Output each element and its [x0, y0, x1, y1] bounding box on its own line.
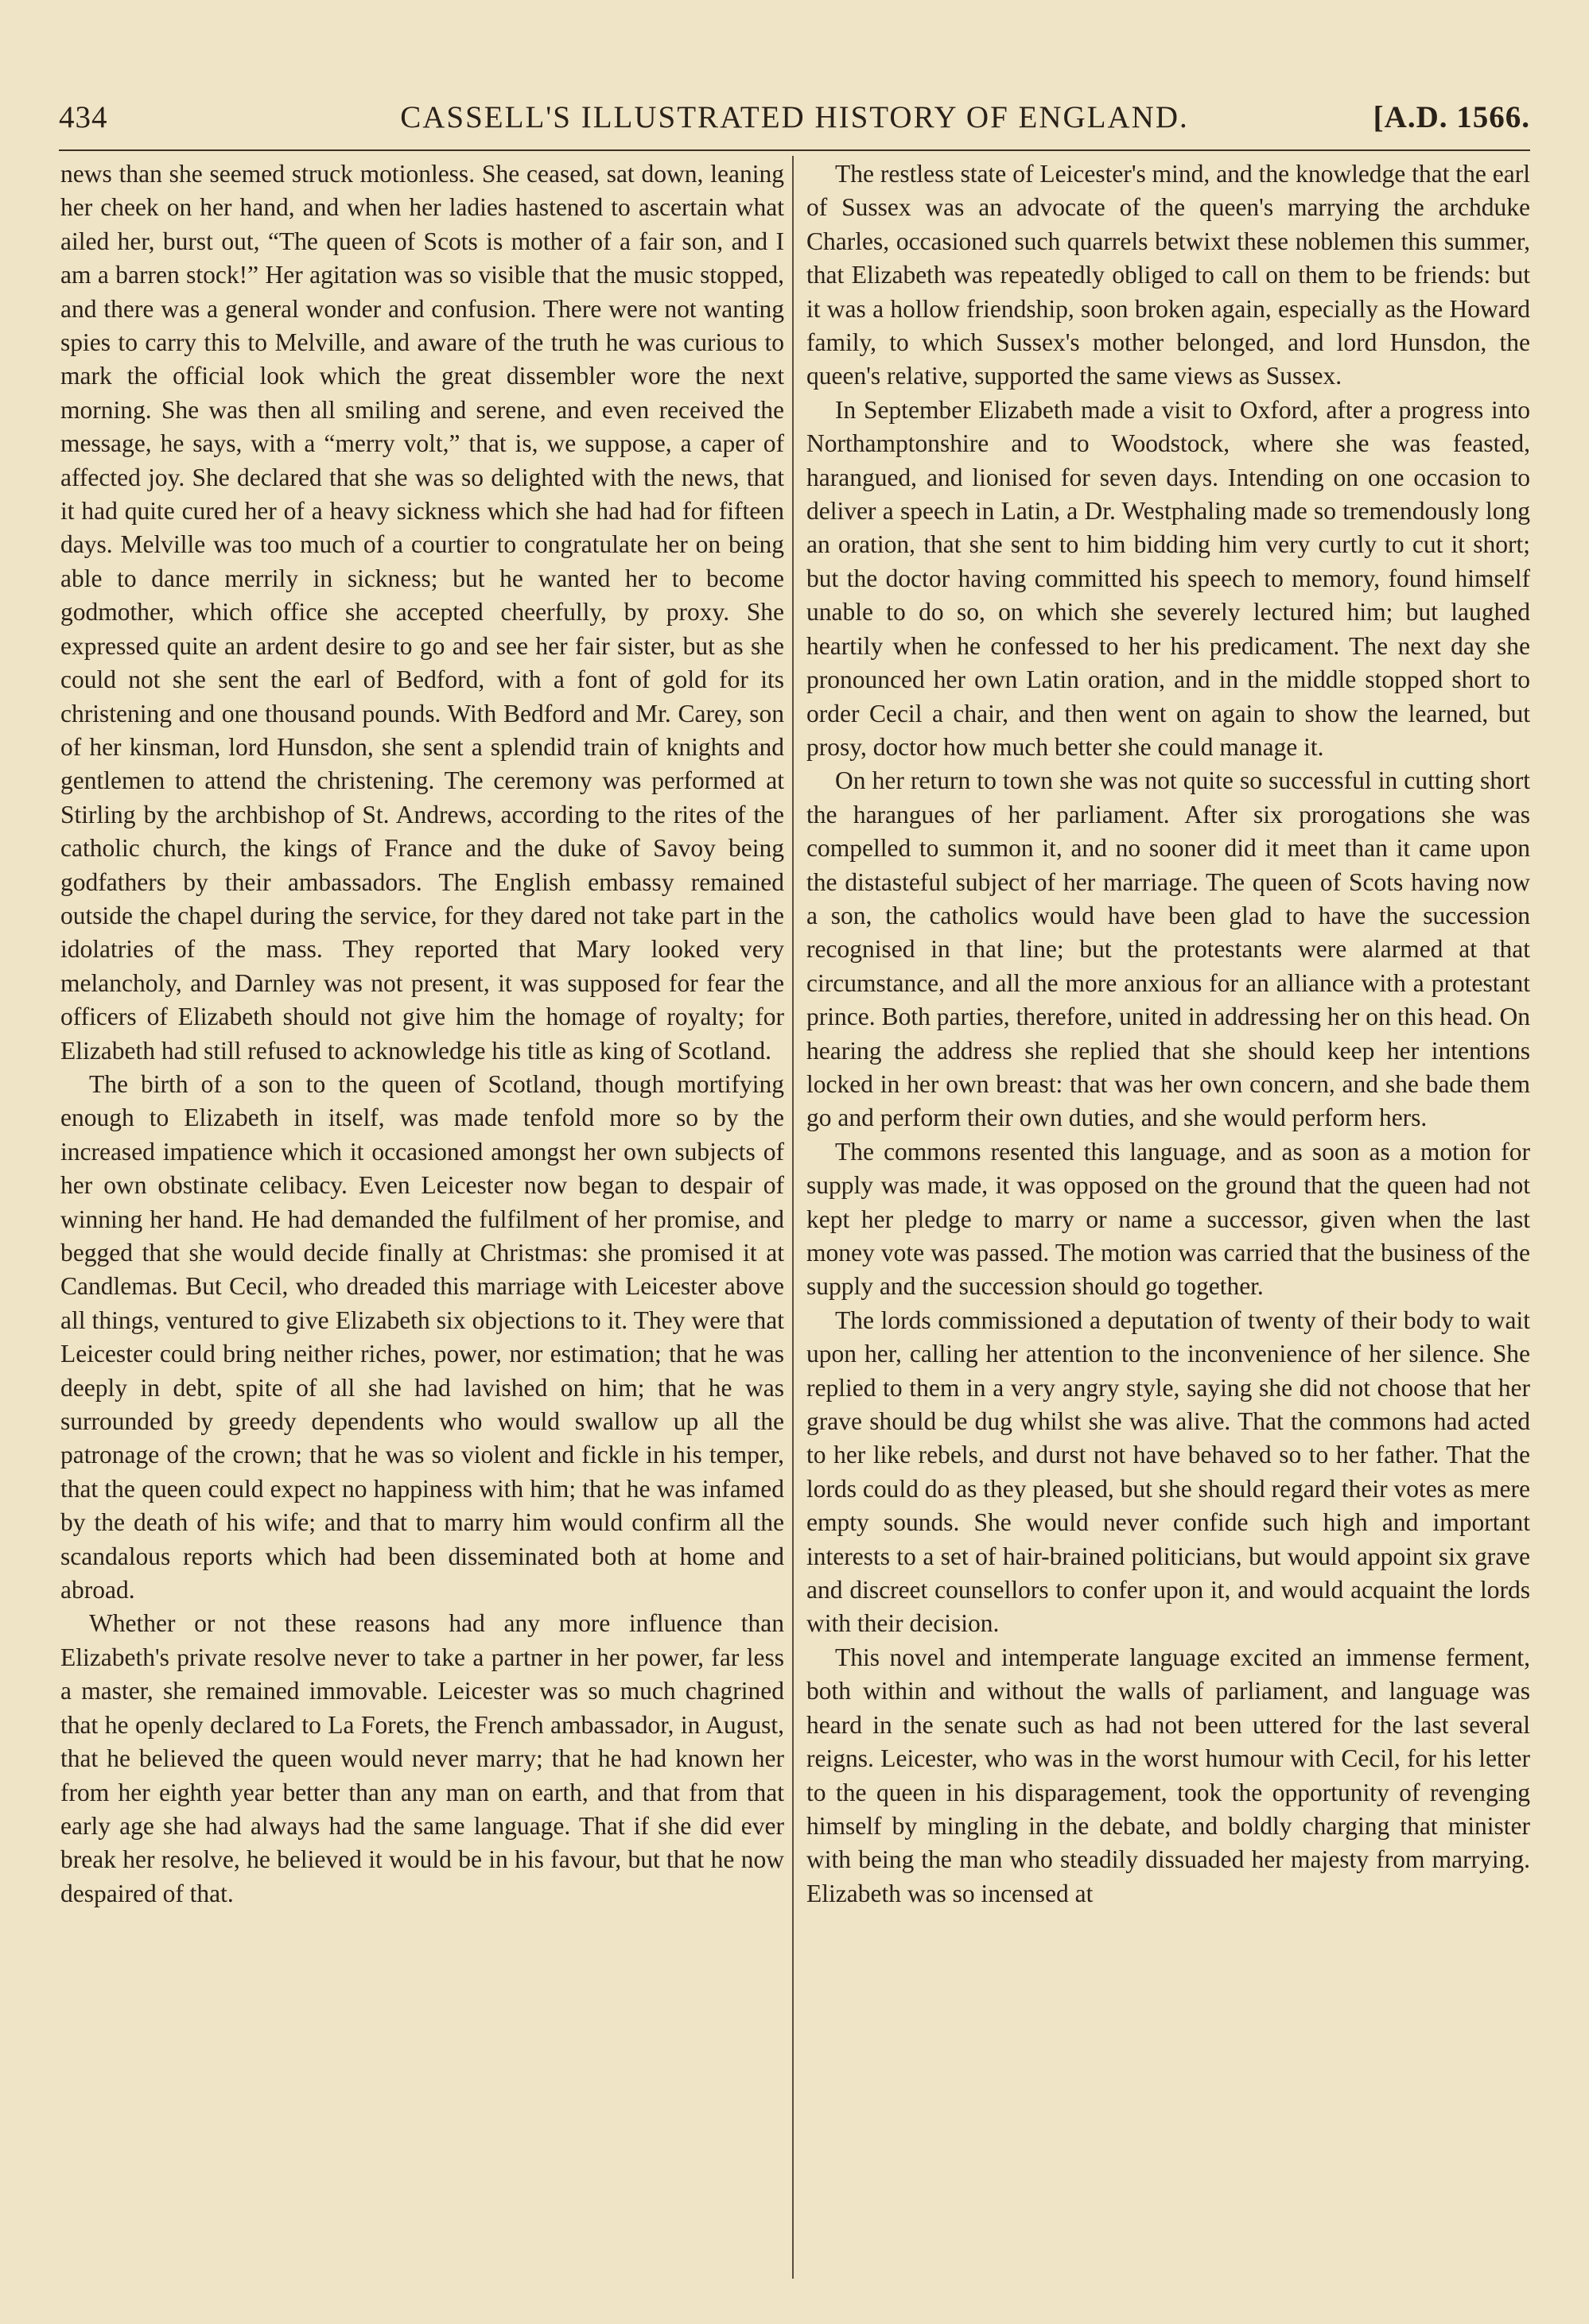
right-column [806, 157, 1530, 2272]
right-paragraph-6: This novel and intemperate language excited an immense ferment, both within and without the walls of parliament, and language was heard in the senate such as had not been uttered for the last several reigns. Leicester, who was in the worst humour with Cecil, for his letter to the queen in his disparagement, took the opportunity of revenging himself by mingling in the debate, and boldly charging that minister with being the man who steadily dissuaded her majesty from marrying. Elizabeth was so incensed at [806, 1643, 1530, 1907]
header-rule [59, 149, 1530, 151]
left-paragraph-2: The birth of a son to the queen of Scotland, though mortifying enough to Elizabeth in itself, was made tenfold more so by the increased impatience which it occasioned amongst her own subjects of her own obstinate celibacy. Even Leicester now began to despair of winning her hand. He had demanded the fulfilment of her promise, and begged that she would decide finally at Christmas: she promised it at Candlemas. But Cecil, who dreaded this marriage with Leicester above all things, ventured to give Elizabeth six objections to it. They were that Leicester could bring neither riches, power, nor estimation; that he was deeply in debt, spite of all she had lavished on him; that he was surrounded by greedy dependents who would swallow up all the patronage of the crown; that he was so violent and fickle in his temper, that the queen could expect no happiness with him; that he was infamed by the death of his wife; and that to marry him would confirm all the scandalous reports which had been disseminated both at home and abroad. [60, 1069, 784, 1604]
running-title: CASSELL'S ILLUSTRATED HISTORY OF ENGLAND. [400, 100, 1189, 134]
page-header [59, 94, 1530, 142]
right-paragraph-1: The restless state of Leicester's mind, and the knowledge that the earl of Sussex was an advocate of the queen's marrying the archduke Charles, occasioned such quarrels betwixt these noblemen this summer, that Elizabeth was repeatedly obliged to call on them to be friends: but it was a hollow friendship, soon broken again, especially as the Howard family, to which Sussex's mother belonged, and lord Hunsdon, the queen's relative, supported the same views as Sussex. [806, 160, 1530, 390]
right-paragraph-3: On her return to town she was not quite so successful in cutting short the harangues of her parliament. After six prorogations she was compelled to summon it, and no sooner did it meet than it came upon the distasteful subject of her marriage. The queen of Scots having now a son, the catholics would have been glad to have the succession recognised in that line; but the protestants were alarmed at that circumstance, and all the more anxious for an alliance with a protestant prince. Both parties, therefore, united in addressing her on this head. On hearing the address she replied that she should keep her intentions locked in her own breast: that was her own concern, and she bade them go and perform their own duties, and she would perform hers. [806, 766, 1530, 1132]
right-paragraph-2: In September Elizabeth made a visit to Oxford, after a progress into Northamptonshire and to Woodstock, where she was feasted, harangued, and lionised for seven days. Intending on one occasion to deliver a speech in Latin, a Dr. Westphaling made so tremendously long an oration, that she sent to him bidding him very curtly to cut it short; but the doctor having committed his speech to memory, found himself unable to do so, on which she severely lectured him; but laughed heartily when he confessed to her his predicament. The next day she pronounced her own Latin oration, and in the middle stopped short to order Cecil a chair, and then went on again to show the learned, but prosy, doctor how much better she could manage it. [806, 395, 1530, 761]
left-paragraph-3: Whether or not these reasons had any more influence than Elizabeth's private resolve never to take a partner in her power, far less a master, she remained immovable. Leicester was so much chagrined that he openly declared to La Forets, the French ambassador, in August, that he believed the queen would never marry; that he had known her from her eighth year better than any man on earth, and that from that early age she had always had the same language. That if she did ever break her resolve, he believed it would be in his favour, but that he now despaired of that. [60, 1609, 784, 1907]
column-divider [792, 156, 794, 2279]
page-number: 434 [59, 100, 108, 134]
left-column [60, 157, 784, 2272]
date-mark: [A.D. 1566. [1373, 100, 1530, 134]
right-paragraph-4: The commons resented this language, and as soon as a motion for supply was made, it was opposed on the ground that the queen had not kept her pledge to marry or name a successor, given when the last money vote was passed. The motion was carried that the business of the supply and the succession should go together. [806, 1137, 1530, 1301]
right-paragraph-5: The lords commissioned a deputation of twenty of their body to wait upon her, calling her attention to the inconvenience of her silence. She replied to them in a very angry style, saying she did not choose that her grave should be dug whilst she was alive. That the commons had acted to her like rebels, and durst not have behaved so to her father. That the lords could do as they pleased, but she should regard their votes as mere empty sounds. She would never confide such high and important interests to a set of hair-brained politicians, but would appoint six grave and discreet counsellors to confer upon it, and would acquaint the lords with their decision. [806, 1306, 1530, 1638]
left-paragraph-1: news than she seemed struck motionless. She ceased, sat down, leaning her cheek on her hand, and when her ladies hastened to ascertain what ailed her, burst out, “The queen of Scots is mother of a fair son, and I am a barren stock!” Her agitation was so visible that the music stopped, and there was a general wonder and confusion. There were not wanting spies to carry this to Melville, and aware of the truth he was curious to mark the official look which the great dissembler wore the next morning. She was then all smiling and serene, and even received the message, he says, with a “merry volt,” that is, we suppose, a caper of affected joy. She declared that she was so delighted with the news, that it had quite cured her of a heavy sickness which she had had for fifteen days. Melville was too much of a courtier to congratulate her on being able to dance merrily in sickness; but he wanted her to become godmother, which office she accepted cheerfully, by proxy. She expressed quite an ardent desire to go and see her fair sister, but as she could not she sent the earl of Bedford, with a font of gold for its christening and one thousand pounds. With Bedford and Mr. Carey, son of her kinsman, lord Hunsdon, she sent a splendid train of knights and gentlemen to attend the christening. The ceremony was performed at Stirling by the archbishop of St. Andrews, according to the rites of the catholic church, the kings of France and the duke of Savoy being godfathers by their ambassadors. The English embassy remained outside the chapel during the service, for they dared not take part in the idolatries of the mass. They reported that Mary looked very melancholy, and Darnley was not present, it was supposed for fear the officers of Elizabeth should not give him the homage of royalty; for Elizabeth had still refused to acknowledge his title as king of Scotland. [60, 160, 784, 1065]
